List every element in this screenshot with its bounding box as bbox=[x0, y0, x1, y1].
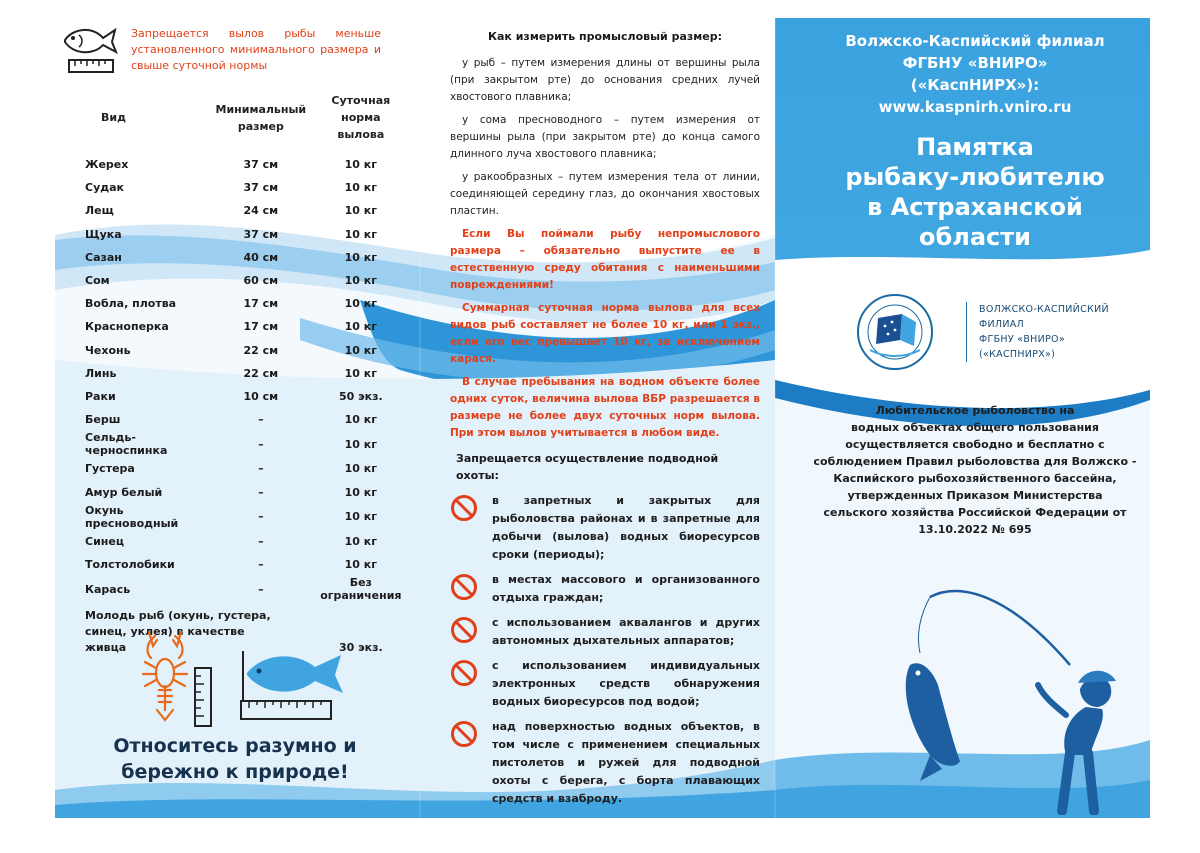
species-cell: Молодь рыб (окунь, густера, синец, уклея) в качестве живца bbox=[85, 609, 271, 654]
table-row bbox=[85, 362, 405, 385]
ban-text: над поверхностью водных объектов, в том числе с применением специальных пистолетов и ружей для подводной охоты с берега, с борта плавающих средств и взаброду. bbox=[492, 720, 760, 805]
table-row bbox=[85, 269, 405, 292]
memo-line: в Астраханской bbox=[867, 193, 1083, 221]
min-size-cell: – bbox=[258, 534, 264, 548]
daily-limit-cell: Без ограничения bbox=[320, 576, 402, 602]
species-cell: Сельдь-черноспинка bbox=[85, 431, 168, 458]
daily-limit-cell: 10 кг bbox=[344, 227, 378, 241]
table-row bbox=[85, 457, 405, 480]
table-row bbox=[85, 339, 405, 362]
table-row bbox=[85, 223, 405, 246]
ban-text: с использованием аквалангов и других автономных дыхательных аппаратов; bbox=[492, 616, 760, 647]
prohibited-icon bbox=[450, 659, 478, 687]
website-url: www.kaspnirh.vniro.ru bbox=[878, 98, 1072, 116]
release-note: Если Вы поймали рыбу непромыслового размера – обязательно выпустите ее в естественную среду обитания с наименьшими повреждениями! bbox=[450, 228, 760, 291]
species-cell: Сом bbox=[85, 274, 110, 288]
middle-panel bbox=[450, 28, 760, 818]
daily-limit-note: Суммарная суточная норма вылова для всех видов рыб составляет не более 10 кг, или 1 экз., если его вес превышает 10 кг, за исключением карася. bbox=[450, 302, 760, 365]
species-cell: Карась bbox=[85, 582, 131, 596]
rules-statement: Любительское рыболовство на водных объектах общего пользования осуществляется свободно и бесплатно с соблюдением Правил рыболовства для Волжско - Каспийского рыбохозяйственного бассейна, утвержденных Приказом Министерства сельского хозяйства Российской Федерации от 13.10.2022 № 695 bbox=[813, 404, 1137, 536]
table-row bbox=[85, 480, 405, 503]
catch-limits-table bbox=[85, 92, 405, 656]
crayfish-ruler-icon bbox=[135, 628, 220, 728]
prohibited-icon bbox=[450, 720, 478, 748]
species-cell: Окунь пресноводный bbox=[85, 503, 179, 530]
measure-crayfish: у ракообразных – путем измерения тела от линии, соединяющей середину глаз, до окончания хвостовых пластин. bbox=[450, 171, 760, 217]
ban-item bbox=[450, 492, 760, 564]
fisherman-illustration bbox=[890, 585, 1140, 815]
organization-title bbox=[800, 30, 1150, 118]
table-row bbox=[85, 530, 405, 553]
right-panel bbox=[800, 30, 1150, 820]
min-size-cell: 17 см bbox=[243, 320, 279, 334]
measure-title: Как измерить промысловый размер: bbox=[488, 30, 722, 43]
daily-limit-cell: 10 кг bbox=[344, 274, 378, 288]
measure-fish: у рыб – путем измерения длины от вершины рыла (при закрытом рте) до основания средних лучей хвостового плавника; bbox=[450, 57, 760, 103]
species-cell: Судак bbox=[85, 181, 125, 195]
table-row bbox=[85, 408, 405, 431]
institute-emblem-icon bbox=[840, 292, 950, 372]
table-row bbox=[85, 315, 405, 338]
ban-text: в запретных и закрытых для рыболовства районах и в запретные для добычи (вылова) водных биоресурсов сроки (периоды); bbox=[492, 494, 760, 561]
species-cell: Жерех bbox=[85, 158, 129, 172]
min-size-cell: 17 см bbox=[243, 297, 279, 311]
species-cell: Синец bbox=[85, 534, 124, 548]
species-cell: Чехонь bbox=[85, 343, 131, 357]
memo-title bbox=[800, 132, 1150, 252]
org-line: ФГБНУ «ВНИРО» bbox=[902, 54, 1048, 72]
org-line: Волжско-Каспийский филиал bbox=[845, 32, 1105, 50]
min-size-cell: – bbox=[258, 485, 264, 499]
min-size-cell: 37 см bbox=[243, 158, 279, 172]
prohibited-icon bbox=[450, 573, 478, 601]
warning-text: Запрещается вылов рыбы меньше установленного минимального размера и свыше суточной нормы bbox=[131, 27, 381, 72]
min-size-cell: 40 см bbox=[243, 250, 279, 264]
org-line: («КаспНИРХ»): bbox=[910, 76, 1040, 94]
species-cell: Раки bbox=[85, 389, 116, 403]
min-size-cell: 37 см bbox=[243, 227, 279, 241]
daily-limit-cell: 10 кг bbox=[344, 158, 378, 172]
min-size-cell: 37 см bbox=[243, 181, 279, 195]
daily-limit-cell: 10 кг bbox=[344, 343, 378, 357]
daily-limit-cell: 50 экз. bbox=[338, 389, 383, 403]
catch-table-body bbox=[85, 153, 405, 656]
fish-measure-icon bbox=[237, 643, 357, 723]
table-row bbox=[85, 292, 405, 315]
min-size-cell: 24 см bbox=[243, 204, 279, 218]
daily-limit-cell: 10 кг bbox=[344, 204, 378, 218]
min-size-cell: – bbox=[258, 510, 264, 524]
species-cell: Красноперка bbox=[85, 320, 169, 334]
table-row bbox=[85, 199, 405, 222]
daily-limit-cell: 10 кг bbox=[344, 485, 378, 499]
min-size-cell: 60 см bbox=[243, 274, 279, 288]
memo-line: области bbox=[919, 223, 1031, 251]
logo-caption: ВОЛЖСКО-КАСПИЙСКИЙ ФИЛИАЛ ФГБНУ «ВНИРО» («КАСПНИРХ») bbox=[966, 302, 1109, 362]
ban-item bbox=[450, 571, 760, 607]
daily-limit-cell: 30 экз. bbox=[338, 641, 383, 654]
daily-limit-cell: 10 кг bbox=[344, 250, 378, 264]
spearfishing-ban-title: Запрещается осуществление подводной охоты: bbox=[456, 452, 719, 482]
table-row bbox=[85, 176, 405, 199]
species-cell: Берш bbox=[85, 413, 121, 427]
col-species: Вид bbox=[101, 111, 126, 124]
species-cell: Сазан bbox=[85, 250, 122, 264]
species-cell: Линь bbox=[85, 366, 117, 380]
left-panel bbox=[55, 18, 400, 818]
table-header-row bbox=[85, 92, 405, 153]
table-row bbox=[85, 504, 405, 530]
species-cell: Густера bbox=[85, 462, 135, 476]
table-row bbox=[85, 553, 405, 576]
ban-text: с использованием индивидуальных электронных средств обнаружения водных биоресурсов под водой; bbox=[492, 659, 760, 708]
ban-item bbox=[450, 657, 760, 711]
min-size-cell: – bbox=[258, 437, 264, 451]
min-size-cell: 22 см bbox=[243, 343, 279, 357]
min-size-cell: 10 см bbox=[243, 389, 279, 403]
daily-limit-cell: 10 кг bbox=[344, 181, 378, 195]
table-row bbox=[85, 385, 405, 408]
institute-logo-block bbox=[840, 292, 1109, 372]
col-min-size: Минимальный размер bbox=[215, 102, 307, 133]
species-cell: Щука bbox=[85, 227, 122, 241]
table-row bbox=[85, 246, 405, 269]
table-row bbox=[85, 153, 405, 176]
daily-limit-cell: 10 кг bbox=[344, 413, 378, 427]
daily-limit-cell: 10 кг bbox=[344, 462, 378, 476]
prohibited-icon bbox=[450, 494, 478, 522]
daily-limit-cell: 10 кг bbox=[344, 320, 378, 334]
daily-limit-cell: 10 кг bbox=[344, 437, 378, 451]
table-row bbox=[85, 431, 405, 457]
min-size-cell: – bbox=[258, 413, 264, 427]
memo-line: рыбаку-любителю bbox=[845, 163, 1105, 191]
fish-ruler-icon bbox=[59, 18, 121, 76]
min-size-cell: – bbox=[258, 582, 264, 596]
min-size-cell: 22 см bbox=[243, 366, 279, 380]
ban-item bbox=[450, 718, 760, 808]
daily-limit-cell: 10 кг bbox=[344, 557, 378, 571]
memo-line: Памятка bbox=[916, 133, 1034, 161]
species-cell: Толстолобики bbox=[85, 557, 175, 571]
daily-limit-cell: 10 кг bbox=[344, 510, 378, 524]
min-size-cell: – bbox=[258, 557, 264, 571]
slogan: Относитесь разумно и бережно к природе! bbox=[113, 735, 357, 783]
ban-text: в местах массового и организованного отдыха граждан; bbox=[492, 573, 760, 604]
daily-limit-cell: 10 кг bbox=[344, 534, 378, 548]
measure-catfish: у сома пресноводного – путем измерения от вершины рыла (при закрытом рте) до конца самого длинного луча хвостового плавника; bbox=[450, 114, 760, 160]
daily-limit-cell: 10 кг bbox=[344, 366, 378, 380]
size-warning bbox=[59, 18, 400, 76]
species-cell: Вобла, плотва bbox=[85, 297, 177, 311]
ban-item bbox=[450, 614, 760, 650]
col-daily-limit: Суточная норма вылова bbox=[331, 94, 391, 141]
species-cell: Лещ bbox=[85, 204, 114, 218]
daily-limit-cell: 10 кг bbox=[344, 297, 378, 311]
min-size-cell: – bbox=[258, 462, 264, 476]
species-cell: Амур белый bbox=[85, 485, 163, 499]
prohibited-icon bbox=[450, 616, 478, 644]
table-row bbox=[85, 576, 405, 602]
multi-day-note: В случае пребывания на водном объекте более одних суток, величина вылова ВБР разрешается в размере не более двух суточных норм вылова. При этом вылов учитывается в любом виде. bbox=[450, 376, 760, 439]
